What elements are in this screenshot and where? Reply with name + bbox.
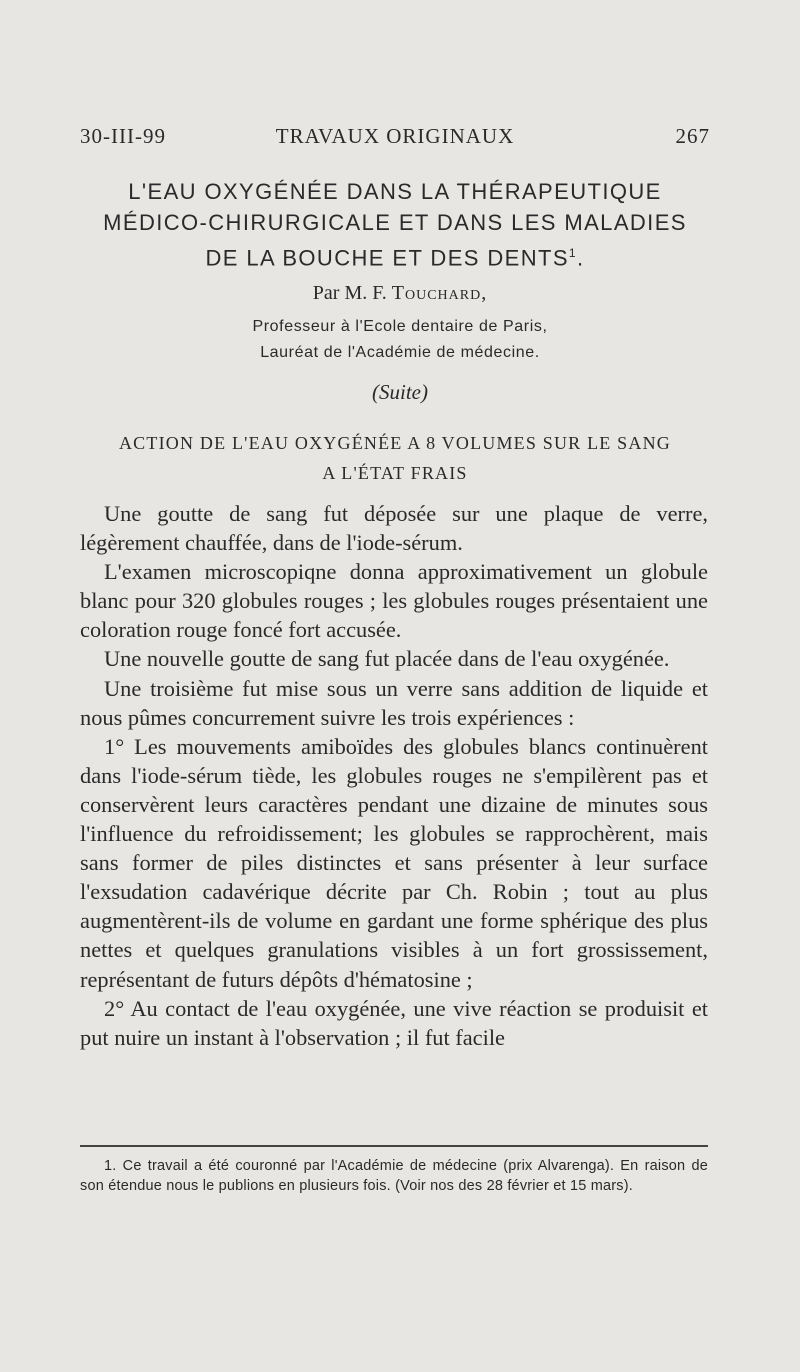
author-prefix: Par M. F. [312, 282, 392, 304]
section-heading-line: A L'ÉTAT FRAIS [322, 463, 468, 483]
article-title [70, 176, 720, 273]
section-heading [80, 428, 710, 488]
paragraph: L'examen microscopiqne donna approximativement un globule blanc pour 320 globules rouges ; les globules rouges présentaient une coloration rouge foncé fort accusée. [80, 559, 708, 643]
footnote-marker: 1 [568, 246, 577, 260]
section-heading-line: ACTION DE L'EAU OXYGÉNÉE A 8 VOLUMES SUR LE SANG [118, 433, 671, 453]
paragraph: Une goutte de sang fut déposée sur une plaque de verre, légèrement chauffée, dans de l'iode-sérum. [80, 501, 708, 556]
footnote [80, 1156, 708, 1196]
article-title-line: MÉDICO-CHIRURGICALE ET DANS LES MALADIES [103, 210, 687, 235]
article-title-line: L'EAU OXYGÉNÉE DANS LA THÉRAPEUTIQUE [128, 179, 662, 204]
running-head [80, 124, 710, 154]
footnote-divider [80, 1145, 708, 1147]
author-affiliation: Professeur à l'Ecole dentaire de Paris, [252, 318, 548, 335]
footnote-text: 1. Ce travail a été couronné par l'Académie de médecine (prix Alvarenga). En raison de son étendue nous le publions en plusieurs fois. (Voir nos des 28 février et 15 mars). [80, 1158, 708, 1194]
continuation-note: (Suite) [372, 380, 428, 404]
paragraph: 1° Les mouvements amiboïdes des globules blancs continuèrent dans l'iode-sérum tiède, les globules rouges ne s'empilèrent pas et conservèrent leurs caractères pendant une dizaine de minutes sous l'influence du refroidissement; les globules se rapprochèrent, mais sans former de piles distinctes et sans présenter à leur surface l'exsudation cadavérique décrite par Ch. Robin ; tout au plus augmentèrent-ils de volume en gardant une forme sphérique des plus nettes et quelques granulations visibles à un fort grossissement, représentant de futurs dépôts d'hématosine ; [80, 733, 708, 992]
author-distinction: Lauréat de l'Académie de médecine. [260, 344, 540, 361]
page-number: 267 [675, 124, 710, 148]
issue-date: 30-III-99 [80, 124, 166, 148]
author-line [0, 282, 800, 305]
body-text [80, 499, 708, 1052]
article-title-line: DE LA BOUCHE ET DES DENTS$^1$. [205, 245, 585, 271]
journal-section-title: TRAVAUX ORIGINAUX [275, 124, 515, 148]
paragraph: Une troisième fut mise sous un verre sans addition de liquide et nous pûmes concurrement suivre les trois expériences : [80, 675, 708, 730]
paragraph: Une nouvelle goutte de sang fut placée dans de l'eau oxygénée. [104, 646, 670, 672]
author-name: Touchard, [391, 282, 488, 304]
paragraph: 2° Au contact de l'eau oxygénée, une vive réaction se produisit et put nuire un instant à l'observation ; il fut facile [80, 995, 708, 1050]
